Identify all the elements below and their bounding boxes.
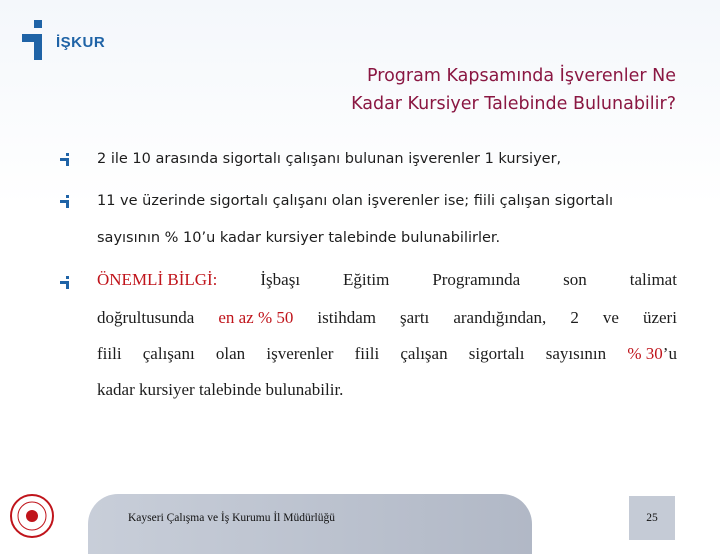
important-line-3 xyxy=(97,344,677,364)
important-word: ve xyxy=(602,308,619,327)
important-word: ’u xyxy=(662,344,677,363)
bullet-2-line-2: sayısının % 10’u kadar kursiyer talebinde bulunabilirler. xyxy=(97,230,501,246)
bullet-2-line-1: 11 ve üzerinde sigortalı çalışanı olan işverenler ise; fiili çalışan sigortalı xyxy=(97,193,614,209)
important-word: fiili xyxy=(97,344,122,363)
logo-text: İŞKUR xyxy=(56,34,106,51)
slide-title xyxy=(256,62,676,118)
bullet-1-text: 2 ile 10 arasında sigortalı çalışanı bulunan işverenler 1 kursiyer, xyxy=(97,151,562,167)
important-word: istihdam xyxy=(317,308,376,327)
important-word: işverenler xyxy=(266,344,334,363)
important-word: çalışan xyxy=(400,344,448,363)
important-line-4: kadar kursiyer talebinde bulunabilir. xyxy=(97,380,344,399)
important-word: arandığından, xyxy=(453,308,547,327)
important-word: İşbaşı xyxy=(260,270,301,289)
important-word: sigortalı xyxy=(468,344,525,363)
important-word: üzeri xyxy=(642,308,677,327)
important-word: 2 xyxy=(570,308,579,327)
important-label: ÖNEMLİ BİLGİ: xyxy=(97,270,218,289)
important-word: talimat xyxy=(629,270,677,289)
important-word: fiili xyxy=(354,344,380,363)
bullet-icon xyxy=(60,276,72,290)
bullet-icon xyxy=(60,195,72,209)
slide-title-line-2: Kadar Kursiyer Talebinde Bulunabilir? xyxy=(351,94,676,114)
important-word: olan xyxy=(215,344,246,363)
important-word: çalışanı xyxy=(142,344,195,363)
footer-bar xyxy=(88,494,532,554)
important-highlight-30-group xyxy=(627,344,677,364)
important-word: son xyxy=(563,270,587,289)
slide-title-line-1: Program Kapsamında İşverenler Ne xyxy=(367,66,676,86)
important-word: Eğitim xyxy=(343,270,390,289)
important-word: doğrultusunda xyxy=(97,308,195,327)
bullet-icon xyxy=(60,153,72,167)
important-highlight-50: en az % 50 xyxy=(218,308,294,327)
ministry-seal-icon xyxy=(6,492,58,540)
important-highlight-30: % 30 xyxy=(627,344,663,363)
iskur-logo xyxy=(20,20,120,64)
important-word: şartı xyxy=(400,308,430,327)
footer-organization: Kayseri Çalışma ve İş Kurumu İl Müdürlüğü xyxy=(128,512,335,524)
important-line-2 xyxy=(97,308,677,328)
important-word: Programında xyxy=(432,270,521,289)
page-number: 25 xyxy=(646,512,658,524)
important-line-1 xyxy=(97,270,677,290)
important-word: sayısının xyxy=(545,344,607,363)
iskur-logo-icon xyxy=(20,20,54,64)
